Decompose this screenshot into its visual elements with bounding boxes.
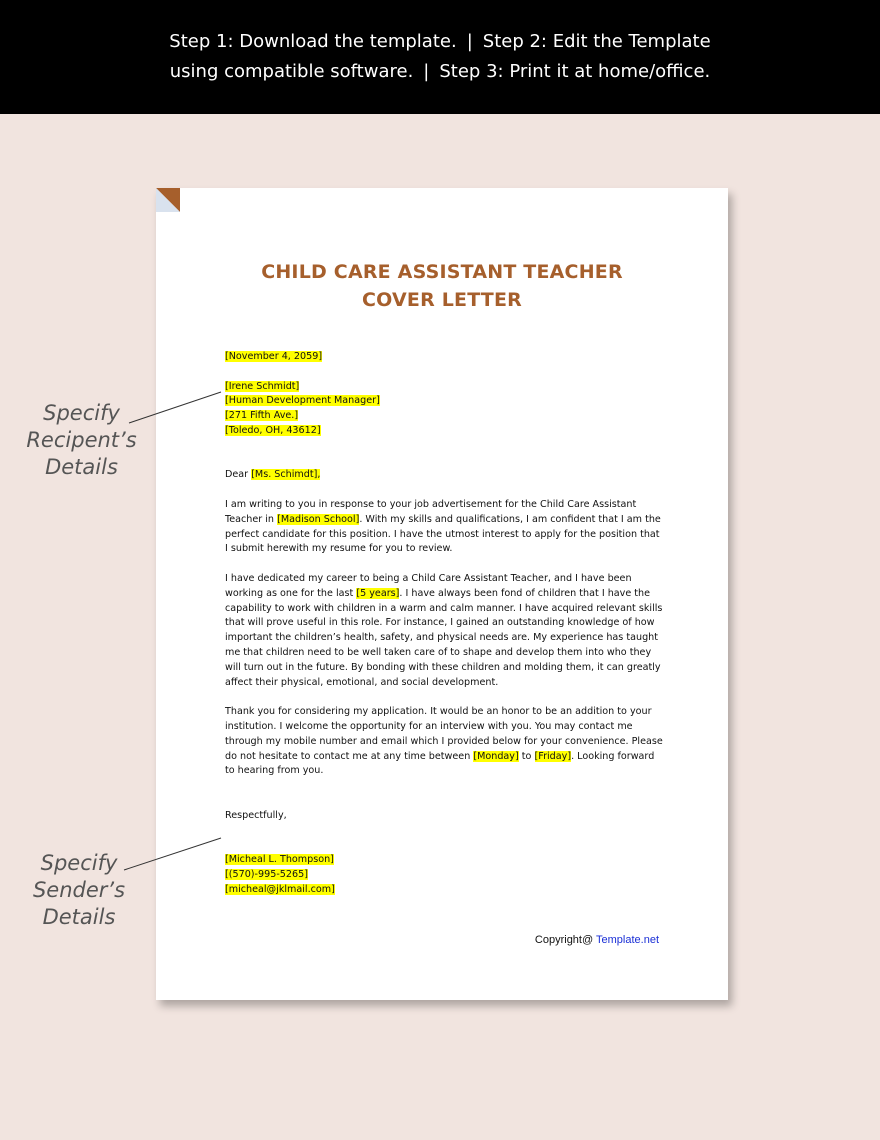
banner-step3: Step 3: Print it at home/office. — [439, 61, 711, 82]
p2-text-a: I have dedicated my career to being a Child Care Assistant Teacher, and I have been working as one for the last — [225, 572, 632, 599]
recipient-city: [Toledo, OH, 43612] — [225, 424, 321, 436]
p3-text-mid: to — [521, 750, 532, 762]
years-field: [5 years] — [356, 587, 400, 599]
banner-separator: | — [466, 31, 473, 52]
banner-step2: Step 2: Edit the Template — [482, 31, 711, 52]
banner-separator: | — [423, 61, 430, 82]
copyright-text: Copyright@ — [534, 934, 594, 946]
recipient-pointer-line — [129, 392, 221, 423]
sender-annotation-line-3: Details — [42, 905, 116, 929]
day-start-field: [Monday] — [473, 750, 519, 762]
sender-name: [Micheal L. Thompson] — [225, 854, 334, 866]
copyright-link[interactable]: Template.net — [596, 934, 659, 946]
recipient-name: [Irene Schmidt] — [225, 380, 300, 392]
p3-text-b: . Looking forward to hearing from you. — [225, 750, 655, 777]
sender-annotation-line-2: Sender’s — [32, 878, 126, 902]
banner-step1: Step 1: Download the template. — [169, 31, 457, 52]
recipient-annotation-line-1: Specify — [43, 401, 120, 425]
title-line-2: COVER LETTER — [362, 289, 522, 311]
date-field: [November 4, 2059] — [225, 351, 323, 362]
salutation-prefix: Dear — [225, 469, 249, 481]
salutation-name: [Ms. Schimdt], — [251, 469, 321, 481]
sender-phone: [(570)-995-5265] — [225, 868, 308, 880]
school-field: [Madison School] — [277, 513, 360, 525]
closing: Respectfully, — [225, 809, 287, 821]
title-line-1: CHILD CARE ASSISTANT TEACHER — [261, 261, 623, 283]
recipient-annotation-line-2: Recipent’s — [26, 428, 137, 452]
p2-text-b: . I have always been fond of children that I have the capability to work with children in a warm and calm manner. I have acquired relevant skills that will prove useful in this role. For instance, I gained an outstanding knowledge of how important the children’s health, safety, and physical needs are. My experience has taught me that children need to be well taken care of to shape and develop them into who they will turn out in the future. By bonding with these children and molding them, it can greatly affect their physical, emotional, and social development. — [225, 587, 663, 688]
recipient-title: [Human Development Manager] — [225, 395, 380, 407]
p3-text-a: Thank you for considering my application. It would be an honor to be an addition to your institution. I welcome the opportunity for an interview with you. You may contact me through my mobile number and email which I provided below for your convenience. Please do not hesitate to contact me at any time between — [225, 706, 663, 762]
sender-annotation-line-1: Specify — [40, 851, 118, 875]
recipient-annotation-line-3: Details — [45, 455, 118, 479]
p1-text-a: I am writing to you in response to your job advertisement for the Child Care Assistant Teacher in — [225, 498, 637, 525]
sender-pointer-line — [124, 838, 221, 870]
p1-text-b: . With my skills and qualifications, I am confident that I am the perfect candidate for this position. I have the utmost interest to apply for the position that I submit herewith my resume for you to review. — [225, 513, 661, 555]
day-end-field: [Friday] — [534, 750, 572, 762]
sender-email: [micheal@jklmail.com] — [225, 883, 335, 895]
banner-step2-cont: using compatible software. — [169, 61, 414, 82]
recipient-street: [271 Fifth Ave.] — [225, 410, 299, 422]
